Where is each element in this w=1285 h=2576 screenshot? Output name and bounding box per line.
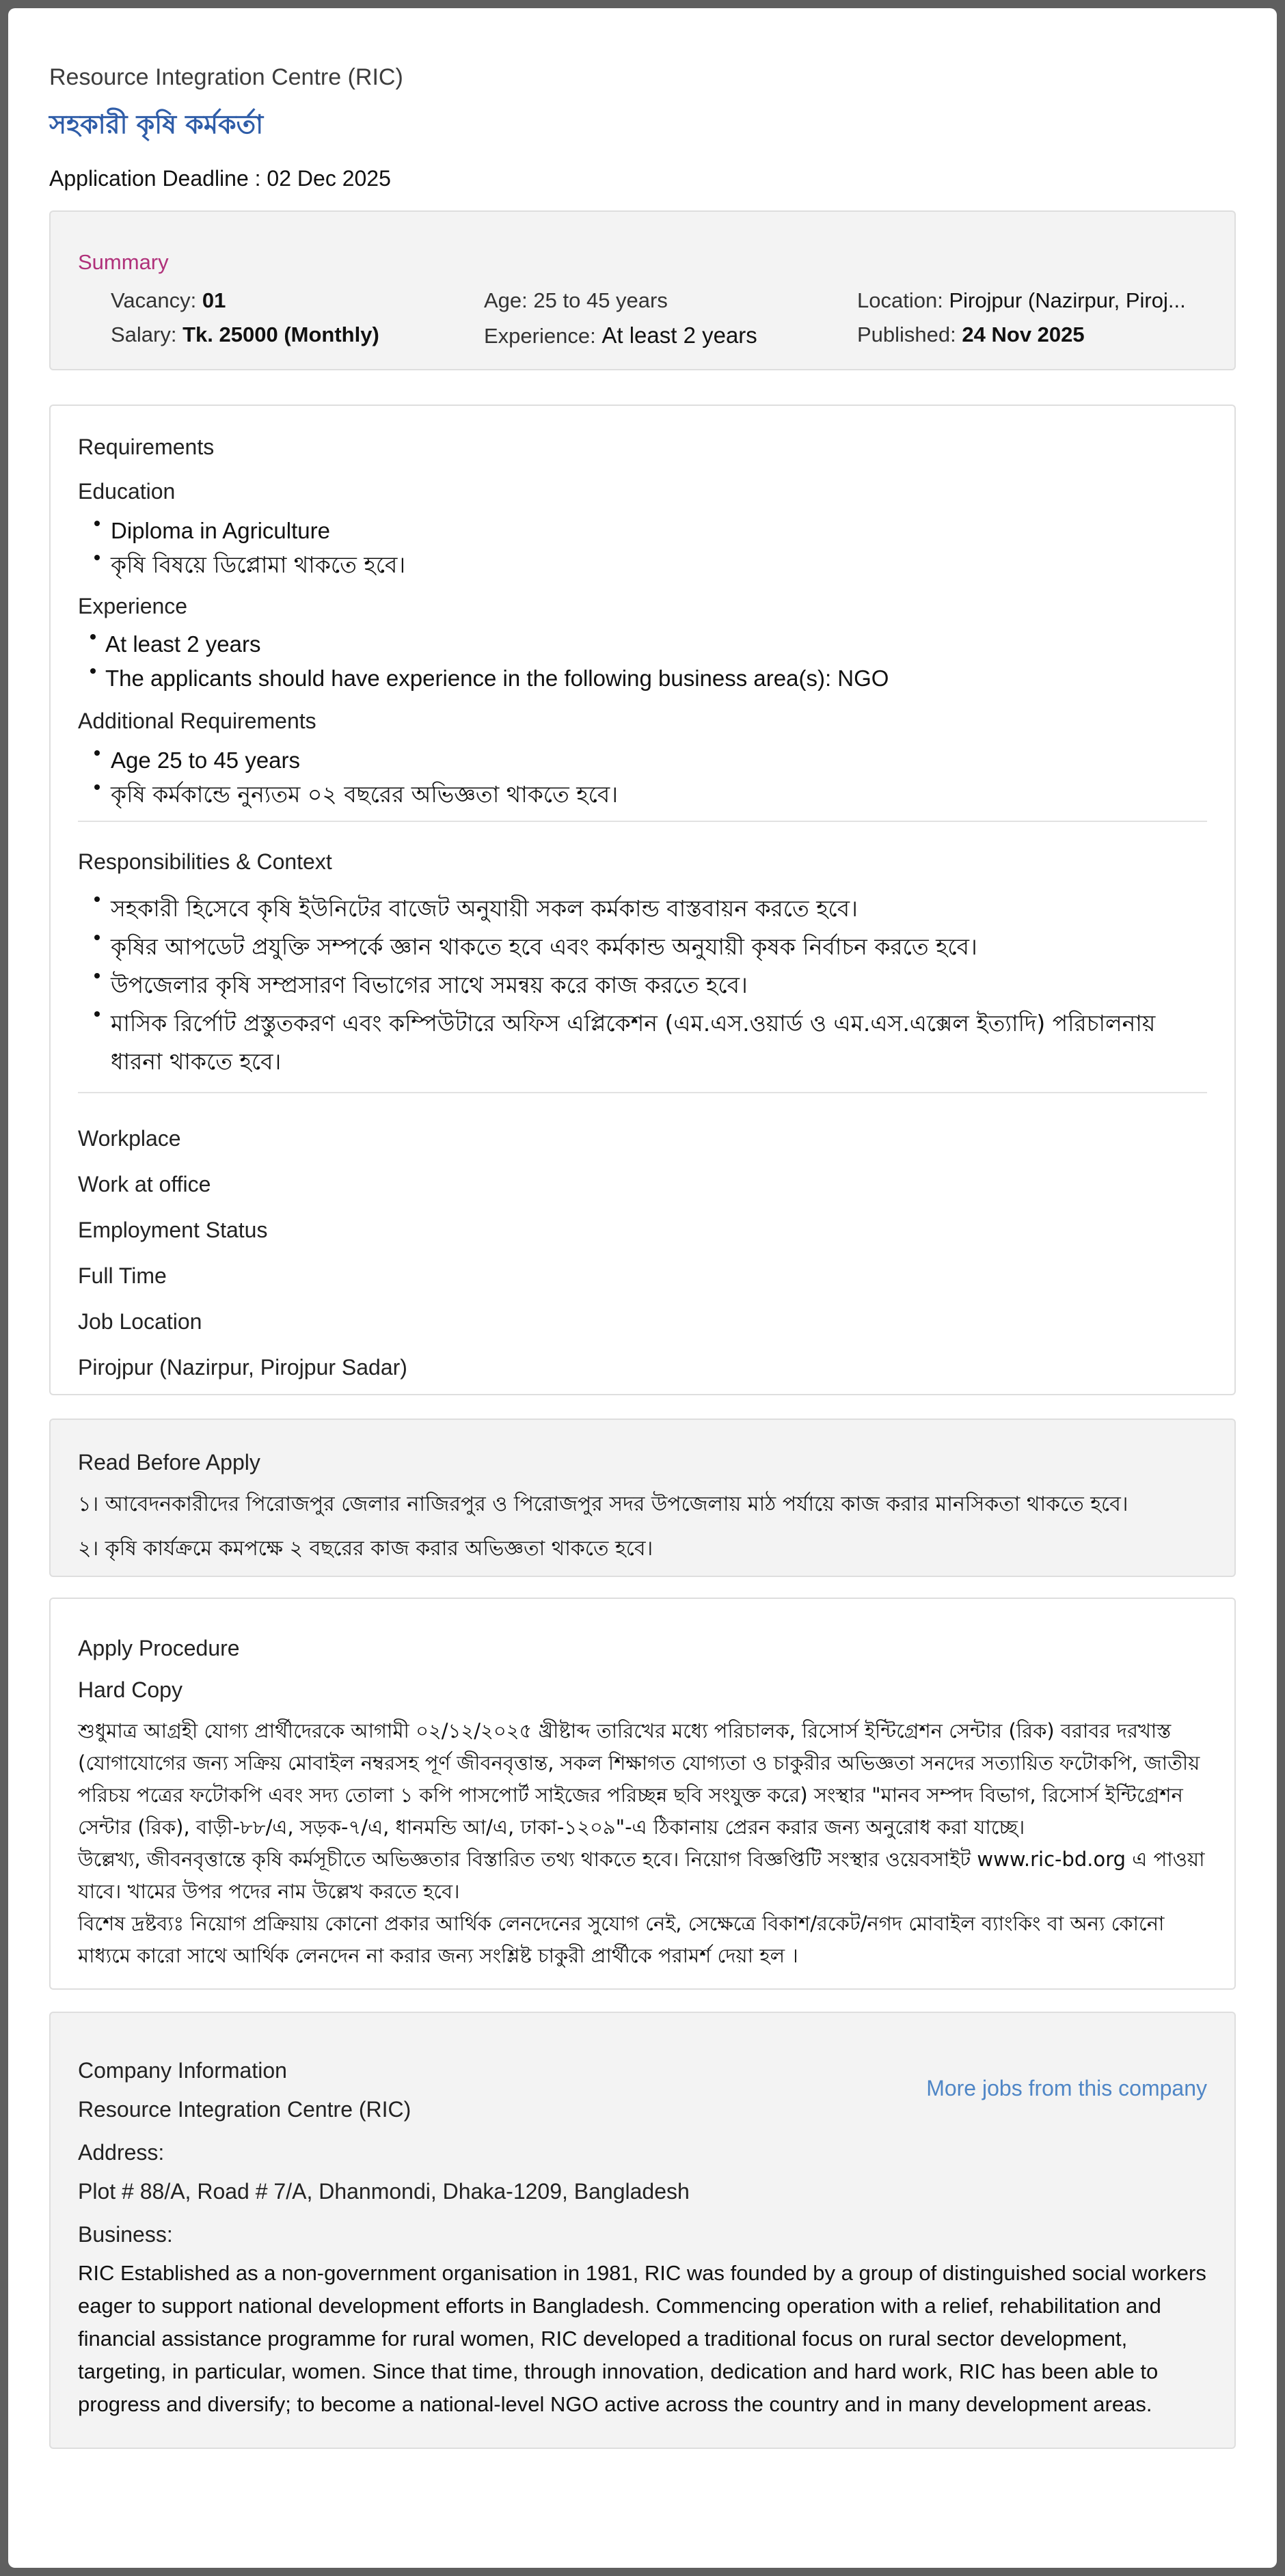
- requirements-card: [49, 405, 1236, 1395]
- published-value: 24 Nov 2025: [962, 323, 1085, 346]
- list-item: উপজেলার কৃষি সম্প্রসারণ বিভাগের সাথে সমন্বয় করে কাজ করতে হবে।: [78, 966, 1207, 1004]
- education-list: [78, 514, 1207, 581]
- experience-list: [78, 627, 1207, 695]
- list-item: মাসিক রির্পোট প্রস্তুতকরণ এবং কম্পিউটারে অফিস এপ্লিকেশন (এম.এস.ওয়ার্ড ও এম.এস.এক্সেল ইত্যাদি) পরিচালনায় ধারনা থাকতে হবে।: [78, 1004, 1207, 1081]
- employment-status-label: Employment Status: [78, 1218, 268, 1242]
- published-label: Published:: [857, 323, 956, 346]
- apply-paragraph-1: শুধুমাত্র আগ্রহী যোগ্য প্রার্থীদেরকে আগামী ০২/১২/২০২৫ খ্রীষ্টাব্দ তারিখের মধ্যে পরিচালক, রিসোর্স ইন্টিগ্রেশন সেন্টার (রিক) বরাবর দরখাস্ত (যোগাযোগের জন্য সক্রিয় মোবাইল নম্বরসহ পূর্ণ জীবনবৃত্তান্ত, সকল শিক্ষাগত যোগ্যতা ও চাকুরীর অভিজ্ঞতা সনদের সত্যায়িত ফটোকপি, জাতীয় পরিচয় পত্রের ফটোকপি এবং সদ্য তোলা ১ কপি পাসপোর্ট সাইজের পরিচ্ছন্ন ছবি সংযুক্ত করে) সংস্থার "মানব সম্পদ বিভাগ, রিসোর্স ইন্টিগ্রেশন সেন্টার (রিক), বাড়ী-৮৮/এ, সড়ক-৭/এ, ধানমন্ডি আ/এ, ঢাকা-১২০৯"-এ ঠিকানায় প্রেরন করার জন্য অনুরোধ করা যাচ্ছে।: [78, 1719, 1200, 1839]
- age-value: 25 to 45 years: [533, 288, 668, 312]
- summary-title: Summary: [78, 250, 169, 274]
- apply-paragraph-2: উল্লেখ্য, জীবনবৃত্তান্তে কৃষি কর্মসূচীতে অভিজ্ঞতার বিস্তারিত তথ্য থাকতে হবে। নিয়োগ বিজ্ঞপ্তিটি সংস্থার ওয়েবসাইট www.ric-bd.org এ পাওয়া যাবে। খামের উপর পদের নাম উল্লেখ করতে হবে।: [78, 1848, 1205, 1903]
- address-label: Address:: [78, 2140, 165, 2165]
- list-item: সহকারী হিসেবে কৃষি ইউনিটের বাজেট অনুযায়ী সকল কর্মকান্ড বাস্তবায়ন করতে হবে।: [78, 890, 1207, 928]
- location-label: Location:: [857, 288, 943, 312]
- salary-label: Salary:: [111, 323, 177, 346]
- more-jobs-link[interactable]: More jobs from this company: [926, 2076, 1207, 2100]
- read-before-apply-card: [49, 1419, 1236, 1577]
- list-item: কৃষির আপডেট প্রযুক্তি সম্পর্কে জ্ঞান থাকতে হবে এবং কর্মকান্ড অনুযায়ী কৃষক নির্বাচন করতে হবে।: [78, 928, 1207, 966]
- read-before-apply-title: Read Before Apply: [78, 1450, 260, 1475]
- company-information-card: [49, 2012, 1236, 2449]
- job-location-label: Job Location: [78, 1309, 202, 1334]
- read-before-line-2: ২। কৃষি কার্যক্রমে কমপক্ষে ২ বছরের কাজ করার অভিজ্ঞতা থাকতে হবে।: [78, 1537, 653, 1561]
- job-title: সহকারী কৃষি কর্মকর্তা: [49, 109, 264, 139]
- summary-age: [484, 288, 857, 313]
- additional-requirements-title: Additional Requirements: [78, 709, 316, 733]
- age-label: Age:: [484, 288, 528, 312]
- job-location-value: Pirojpur (Nazirpur, Pirojpur Sadar): [78, 1355, 407, 1380]
- summary-salary: [111, 323, 484, 348]
- list-item: কৃষি কর্মকান্ডে নুন্যতম ০২ বছরের অভিজ্ঞতা থাকতে হবে।: [78, 778, 1207, 812]
- workplace-label: Workplace: [78, 1126, 181, 1151]
- responsibilities-list: [78, 890, 1207, 1081]
- list-item: কৃষি বিষয়ে ডিপ্লোমা থাকতে হবে।: [78, 548, 1207, 582]
- workplace-value: Work at office: [78, 1172, 211, 1196]
- job-details-page: [8, 8, 1277, 2568]
- employment-status-value: Full Time: [78, 1263, 167, 1288]
- business-description: RIC Established as a non-government organisation in 1981, RIC was founded by a group of distinguished social workers eager to support national development efforts in Bangladesh. Commencing operation with a relief, rehabilitation and financial assistance programme for rural women, RIC developed a traditional focus on rural sector development, targeting, in particular, women. Since that time, through innovation, dedication and hard work, RIC has been able to progress and diversify; to become a national-level NGO active across the country and in many development areas.: [78, 2261, 1206, 2416]
- divider: [78, 1092, 1207, 1093]
- summary-vacancy: [111, 288, 484, 313]
- experience-label: Experience:: [484, 324, 596, 348]
- education-title: Education: [78, 479, 176, 504]
- summary-location: [857, 288, 1230, 313]
- vacancy-value: 01: [202, 288, 226, 312]
- apply-paragraph-3: বিশেষ দ্রষ্টব্যঃ নিয়োগ প্রক্রিয়ায় কোনো প্রকার আর্থিক লেনদেনের সুযোগ নেই, সেক্ষেত্রে বিকাশ/রকেট/নগদ মোবাইল ব্যাংকিং বা অন্য কোনো মাধ্যমে কারো সাথে আর্থিক লেনদেন না করার জন্য সংশ্লিষ্ট চাকুরী প্রার্থীকে পরামর্শ দেয়া হল ।: [78, 1912, 1165, 1967]
- hard-copy-title: Hard Copy: [78, 1677, 182, 1702]
- vacancy-label: Vacancy:: [111, 288, 197, 312]
- company-information-title: Company Information: [78, 2058, 287, 2083]
- experience-value: At least 2 years: [601, 323, 757, 348]
- list-item: Diploma in Agriculture: [78, 514, 1207, 548]
- requirements-title: Requirements: [78, 435, 215, 459]
- company-name-header: Resource Integration Centre (RIC): [49, 64, 403, 90]
- experience-title: Experience: [78, 594, 188, 618]
- summary-card: [49, 210, 1236, 370]
- apply-procedure-card: [49, 1598, 1236, 1990]
- location-value: Pirojpur (Nazirpur, Piroj...: [949, 288, 1186, 312]
- additional-requirements-list: [78, 743, 1207, 811]
- summary-experience: [484, 323, 857, 348]
- address-value: Plot # 88/A, Road # 7/A, Dhanmondi, Dhaka-1209, Bangladesh: [78, 2179, 690, 2204]
- list-item: Age 25 to 45 years: [78, 743, 1207, 778]
- divider: [78, 821, 1207, 822]
- business-label: Business:: [78, 2222, 173, 2247]
- application-deadline: Application Deadline : 02 Dec 2025: [49, 166, 391, 191]
- company-name: Resource Integration Centre (RIC): [78, 2097, 411, 2122]
- responsibilities-title: Responsibilities & Context: [78, 849, 332, 874]
- salary-value: Tk. 25000 (Monthly): [182, 323, 379, 346]
- list-item: At least 2 years: [78, 627, 1207, 661]
- summary-grid: [111, 288, 1207, 348]
- read-before-line-1: ১। আবেদনকারীদের পিরোজপুর জেলার নাজিরপুর ও পিরোজপুর সদর উপজেলায় মাঠ পর্যায়ে কাজ করার মানসিকতা থাকতে হবে।: [78, 1492, 1128, 1516]
- apply-procedure-title: Apply Procedure: [78, 1636, 240, 1660]
- list-item: The applicants should have experience in the following business area(s): NGO: [78, 661, 1207, 696]
- summary-published: [857, 323, 1230, 348]
